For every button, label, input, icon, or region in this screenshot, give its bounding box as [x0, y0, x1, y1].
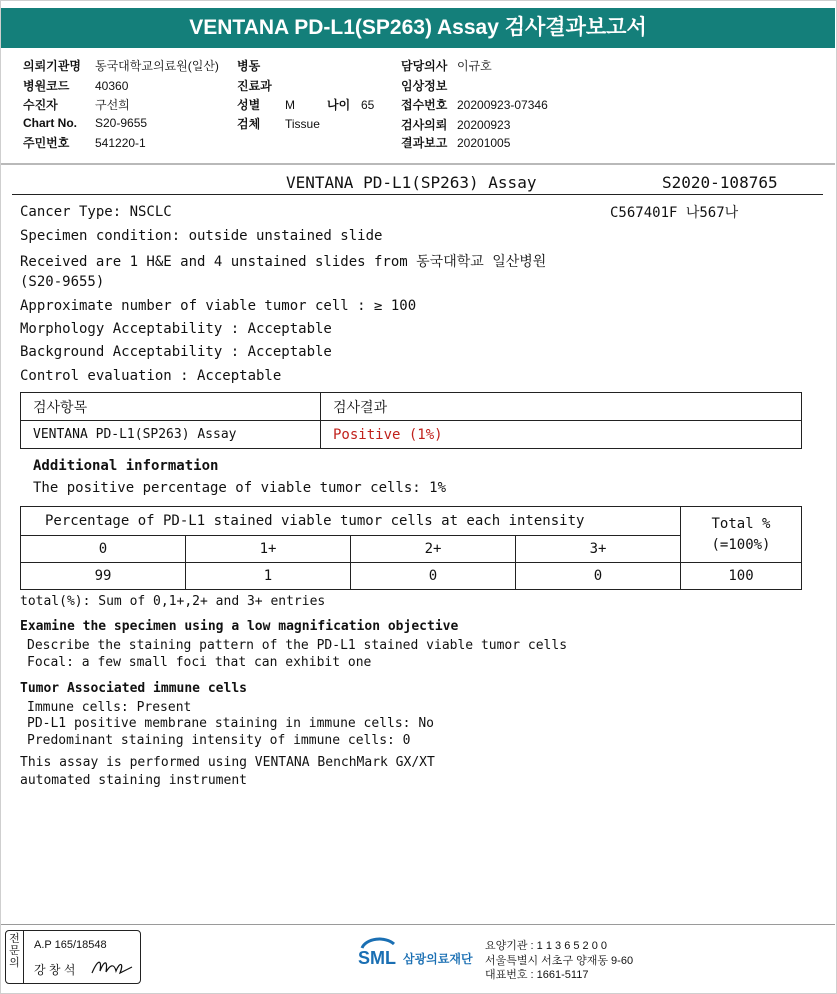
- additional-info-text: The positive percentage of viable tumor cells: 1%: [33, 480, 447, 496]
- immune-title: Tumor Associated immune cells: [20, 681, 247, 696]
- pathologist-stamp: [5, 930, 141, 984]
- intensity-1-value: 1: [186, 563, 351, 590]
- report-line-case-no: (S20-9655): [20, 274, 105, 290]
- total-header: [681, 507, 802, 563]
- value-request-date: 20200923: [457, 118, 511, 132]
- label-report-date: 결과보고: [401, 136, 448, 150]
- immune-line-2: PD-L1 positive membrane staining in immune cells: No: [27, 716, 434, 731]
- sml-logo-icon: [356, 934, 400, 974]
- report-line-morphology: Morphology Acceptability : Acceptable: [20, 321, 332, 337]
- stamp-license: A.P 165/18548: [34, 939, 107, 951]
- examine-title: Examine the specimen using a low magnification objective: [20, 619, 459, 634]
- total-note: total(%): Sum of 0,1+,2+ and 3+ entries: [20, 594, 326, 609]
- value-institution: 동국대학교의료원(일산): [95, 59, 219, 73]
- assay-note-line-2: automated staining instrument: [20, 773, 247, 788]
- value-accession-no: 20200923-07346: [457, 98, 548, 112]
- report-line-received: Received are 1 H&E and 4 unstained slides from 동국대학교 일산병원: [20, 254, 547, 270]
- report-line-background: Background Acceptability : Acceptable: [20, 344, 332, 360]
- value-age: 65: [361, 98, 375, 112]
- result-header-result: 검사결과: [321, 393, 802, 421]
- report-number: S2020-108765: [662, 173, 778, 192]
- specimen-code: C567401F 나567나: [610, 205, 739, 221]
- result-item: VENTANA PD-L1(SP263) Assay: [21, 421, 321, 449]
- intensity-0-value: 99: [21, 563, 186, 590]
- value-patient: 구선희: [95, 98, 130, 112]
- value-chart-no: S20-9655: [95, 116, 148, 130]
- label-chart-no: Chart No.: [23, 116, 77, 130]
- header-divider: [1, 163, 835, 165]
- immune-line-3: Predominant staining intensity of immune cells: 0: [27, 733, 411, 748]
- intensity-0-header: 0: [21, 536, 186, 563]
- report-line-control: Control evaluation : Acceptable: [20, 368, 282, 384]
- footer-divider: [1, 924, 835, 925]
- label-sex: 성별: [237, 98, 261, 112]
- footer-institution-code: 요양기관 : 1 1 3 6 5 2 0 0: [485, 940, 608, 952]
- label-patient: 수진자: [23, 98, 58, 112]
- additional-info-title: Additional information: [33, 458, 219, 474]
- signature-icon: [90, 955, 136, 979]
- label-age: 나이: [327, 98, 351, 112]
- immune-line-1: Immune cells: Present: [27, 700, 192, 715]
- examine-line-2: Focal: a few small foci that can exhibit one: [27, 655, 372, 670]
- report-title-banner: VENTANA PD-L1(SP263) Assay 검사결과보고서: [1, 8, 835, 48]
- report-line-cancer-type: Cancer Type: NSCLC: [20, 204, 172, 220]
- logo-text: SML: [358, 948, 396, 968]
- label-accession-no: 접수번호: [401, 98, 448, 112]
- value-sex: M: [285, 98, 295, 112]
- total-header-line2: (=100%): [711, 536, 771, 553]
- report-line-specimen-condition: Specimen condition: outside unstained slide: [20, 228, 383, 244]
- intensity-2-header: 2+: [351, 536, 516, 563]
- intensity-caption: Percentage of PD-L1 stained viable tumor cells at each intensity: [21, 507, 681, 536]
- stamp-name: 강 창 석: [34, 963, 76, 977]
- result-header-item: 검사항목: [21, 393, 321, 421]
- value-doctor: 이규호: [457, 59, 492, 73]
- label-resident-no: 주민번호: [23, 136, 70, 150]
- value-report-date: 20201005: [457, 136, 511, 150]
- value-specimen: Tissue: [285, 117, 320, 131]
- intensity-3-value: 0: [516, 563, 681, 590]
- total-value: 100: [681, 563, 802, 590]
- foundation-name: 삼광의료재단: [403, 952, 473, 966]
- footer-address: 서울특별시 서초구 양재동 9-60: [485, 955, 634, 967]
- title-underline: [12, 194, 823, 195]
- label-department: 진료과: [237, 79, 272, 93]
- examine-line-1: Describe the staining pattern of the PD-L1 stained viable tumor cells: [27, 638, 568, 653]
- assay-title: VENTANA PD-L1(SP263) Assay: [286, 173, 537, 192]
- intensity-1-header: 1+: [186, 536, 351, 563]
- intensity-3-header: 3+: [516, 536, 681, 563]
- label-institution: 의뢰기관명: [23, 59, 81, 73]
- value-resident-no: 541220-1: [95, 136, 146, 150]
- value-hospital-code: 40360: [95, 79, 129, 93]
- label-doctor: 담당의사: [401, 59, 448, 73]
- intensity-2-value: 0: [351, 563, 516, 590]
- result-table: [20, 392, 802, 449]
- intensity-table: [20, 506, 802, 590]
- label-specimen: 검체: [237, 117, 261, 131]
- result-value: Positive (1%): [321, 421, 802, 449]
- label-ward: 병동: [237, 59, 261, 73]
- footer-phone: 대표번호 : 1661-5117: [485, 969, 589, 981]
- label-clinical-info: 임상정보: [401, 79, 448, 93]
- label-request-date: 검사의뢰: [401, 118, 448, 132]
- report-line-viable-cells: Approximate number of viable tumor cell : ≥ 100: [20, 298, 417, 314]
- assay-note-line-1: This assay is performed using VENTANA BenchMark GX/XT: [20, 755, 435, 770]
- total-header-line1: Total %: [711, 515, 771, 532]
- label-hospital-code: 병원코드: [23, 79, 70, 93]
- stamp-side-label: 전문의: [6, 931, 24, 983]
